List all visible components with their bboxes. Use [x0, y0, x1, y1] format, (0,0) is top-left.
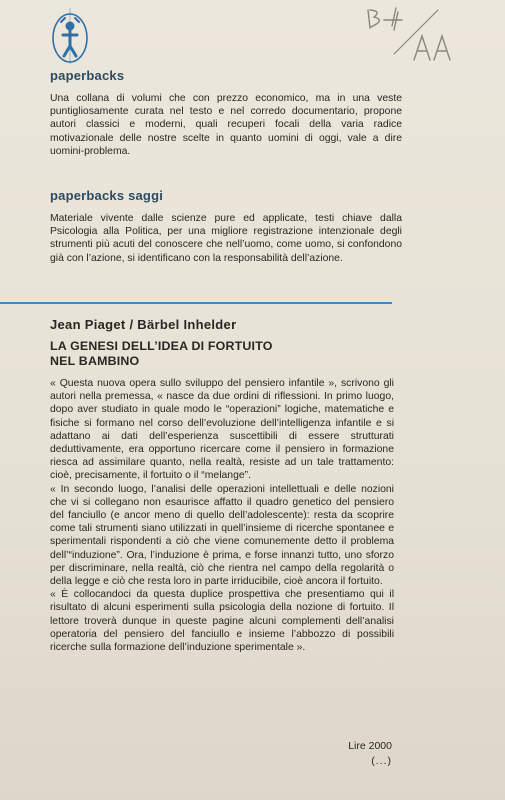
handwritten-note — [360, 2, 470, 64]
saggi-title: paperbacks saggi — [50, 188, 164, 203]
blurb-paragraph-2: « In secondo luogo, l’analisi delle operazioni intellettuali e delle nozioni che vi si collegano non esaurisce affatto il quadro genetico del pensiero del fanciullo (e ancor meno di quello dell’adolescente): resta da scoprire come tali strumenti siano utilizzati in quell’insieme di ricerche spontanee e sperimentali rispondenti a ciò che viene comunemente detto il problema dell’“induzione”. Ora, l’induzione è prima, e forse innanzi tutto, uno sforzo per discriminare, nella realtà, ciò che rientra nel campo della regolarità o della legge e ciò che resta loro in parte irriducibile, cioè ancora il fortuito. — [50, 483, 394, 588]
blurb-paragraph-3: « È collocandoci da questa duplice prospettiva che presentiamo qui il risultato di alcuni esperimenti sulla psicologia della nozione di fortuito. Il lettore troverà dunque in queste pagine alcuni complementi dell’analisi operatoria del pensiero del fanciullo e insieme l’abbozzo di possibili ricerche sulla formazione dell’induzione sperimentale ». — [50, 589, 394, 654]
book-price: Lire 2000 — [348, 740, 392, 752]
handwritten-note-mark — [360, 2, 470, 64]
series-title: paperbacks — [50, 68, 125, 83]
book-authors: Jean Piaget / Bärbel Inhelder — [50, 317, 237, 332]
blurb-paragraph-1: « Questa nuova opera sullo sviluppo del pensiero infantile », scrivono gli autori nella premessa, « nasce da due ordini di riflessioni. In primo luogo, dopo aver studiato in quale modo le “operazioni” logiche, matematiche e fisiche si formano nel corso dell’evoluzione dell’intelligenza infantile e si adattano ai dati dell’esperienza suscettibili di essere strutturati deduttivamente, era opportuno ricercare come il pensiero in formazione riesca ad assimilare quanto, nella realtà, resiste ad un tale trattamento: cioè, precisamente, il fortuito o il “melange”. — [50, 378, 394, 482]
book-title-line-1: LA GENESI DELL’IDEA DI FORTUITO — [50, 339, 273, 353]
saggi-description: Materiale vivente dalle scienze pure ed applicate, testi chiave dalla Psicologia alla Politica, per una migliore registrazione intenzionale degli strumenti più acuti del conoscere che nell’uomo, come uomo, si confondono già con l’azione, si identificano con la responsabilità dell’azione. — [50, 213, 402, 264]
publisher-logo-icon — [50, 4, 90, 66]
book-title-line-2: NEL BAMBINO — [50, 354, 140, 368]
book-blurb — [50, 377, 394, 654]
price-ellipsis: (...) — [371, 755, 392, 767]
series-description: Una collana di volumi che con prezzo economico, ma in una veste puntigliosamente curata nel testo e nel corredo documentario, propone autori classici e moderni, quali recuperi focali della varia radice motivazionale delle nostre scelte in quanto uomini di oggi, vale a dire uomini-problema. — [50, 93, 402, 157]
book-title — [50, 339, 390, 369]
section-divider — [0, 302, 392, 304]
